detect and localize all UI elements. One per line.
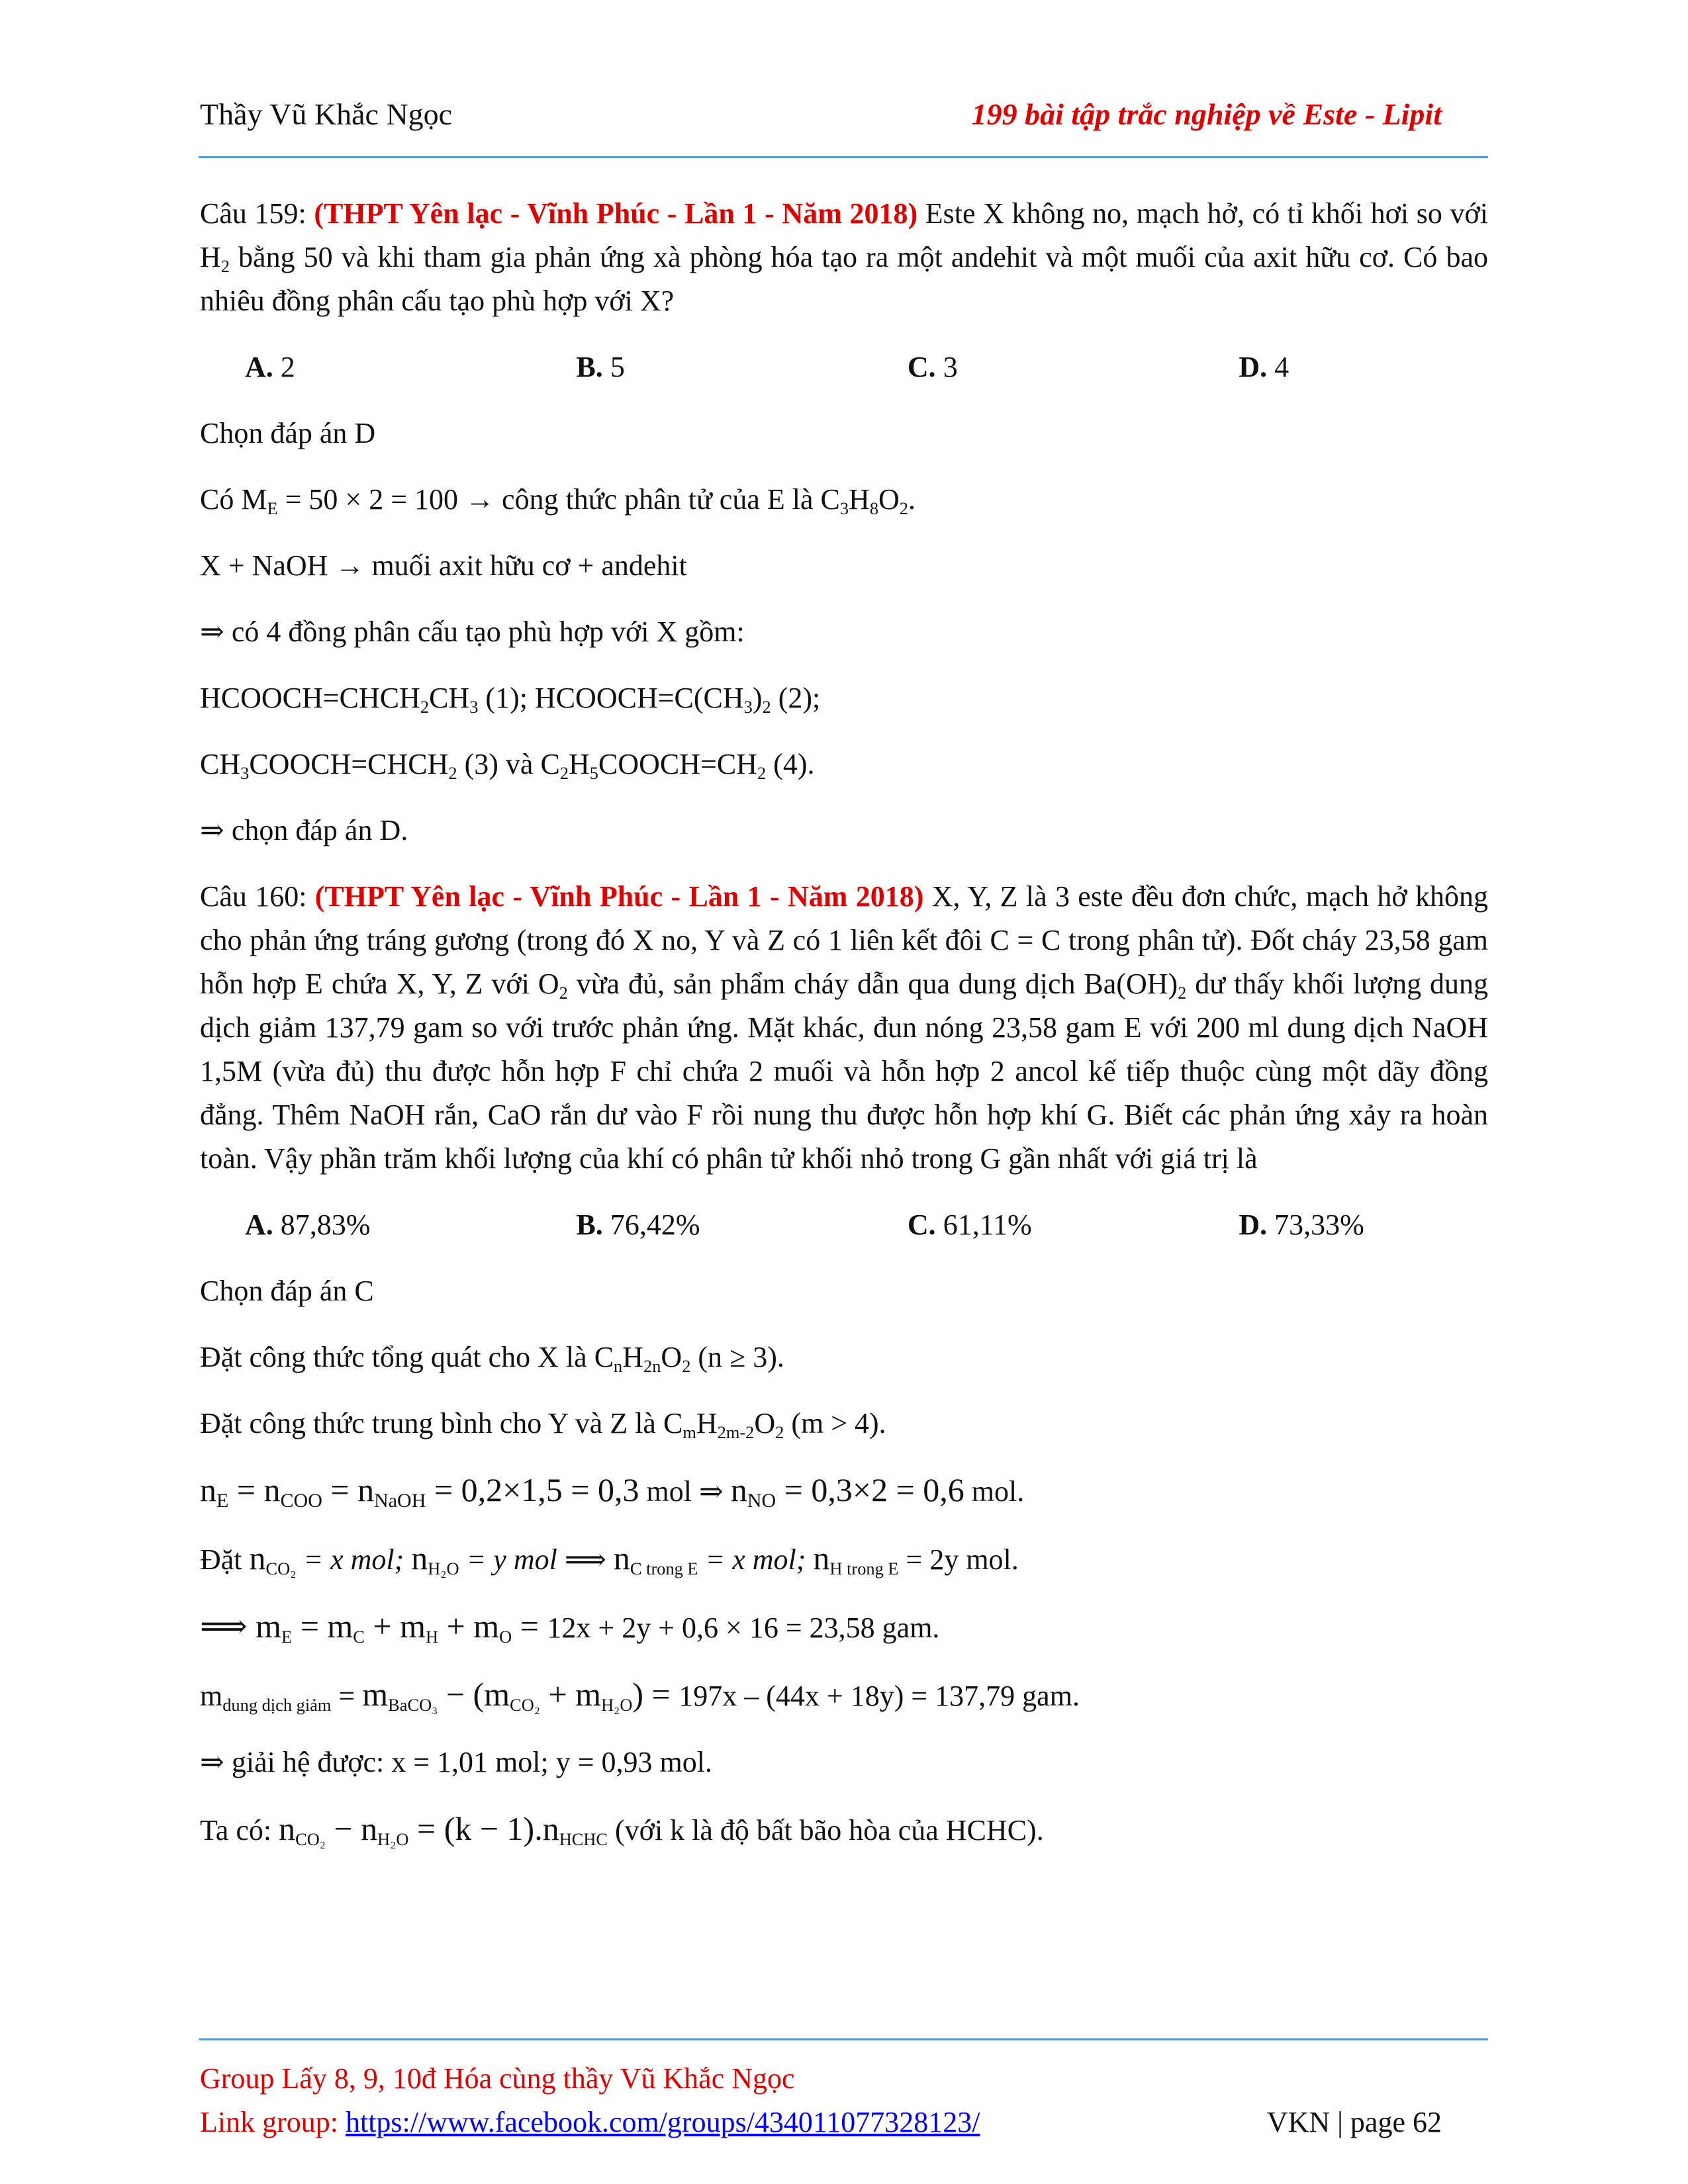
option-d: D. 4 (1239, 351, 1289, 383)
solution-line: $HCOOCH=CHCH_2CH_3$ (1); $HCOOCH=C(CH_3)_2$ (2); (200, 682, 821, 717)
page-number: VKN | page 62 (1266, 2106, 1442, 2138)
answer-line: Chọn đáp án C (200, 1275, 374, 1307)
answer-options (200, 345, 1488, 389)
question-source: (THPT Yên lạc - Vĩnh Phúc - Lần 1 - Năm 2018) (314, 197, 918, 230)
equation-line: $n_E = n_{COO} = n_{NaOH} = 0,2\times 1,5 = 0,3$ mol ⇒ $n_{NO} = 0,3\times 2 = 0,6$ mol. (200, 1471, 1025, 1512)
header-divider (199, 156, 1488, 158)
option-d: D. 73,33% (1239, 1208, 1364, 1241)
question-label: Câu 160: (200, 880, 315, 913)
solution-line: Đặt công thức tổng quát cho X là $C_nH_{2n}O_2$ (n ≥ 3). (200, 1341, 784, 1376)
subscript: 2 (220, 255, 230, 276)
footer-link-label: Link group: (200, 2106, 346, 2138)
question-label: Câu 159: (200, 197, 314, 230)
equation-line: Đặt $n_{CO_2} = x$ mol; $n_{H_2O} = y$ mol ⟹ $n_{C trong E} = x$ mol; $n_{H trong E} = 2y$ mol. (200, 1539, 1019, 1578)
question-source: (THPT Yên lạc - Vĩnh Phúc - Lần 1 - Năm 2018) (314, 880, 924, 913)
option-c: C. 3 (907, 351, 958, 383)
equation-line: ⟹ $m_E = m_C + m_H + m_O = 12x + 2y + 0,6 \times 16 = 23,58$ gam. (200, 1608, 940, 1647)
solution-line: ⇒ giải hệ được: x = 1,01 mol; y = 0,93 mol. (200, 1746, 712, 1778)
option-a: A. 87,83% (245, 1208, 371, 1241)
equation-line: $m_{dung dịch giảm} = m_{BaCO_3} - (m_{CO_2} + m_{H_2O}) = 197x - (44x + 18y) = 137,79$ gam. (200, 1676, 1080, 1715)
option-b: B. 76,42% (576, 1208, 700, 1241)
header-author: Thầy Vũ Khắc Ngọc (200, 97, 453, 131)
solution-line: ⇒ chọn đáp án D. (200, 814, 408, 846)
option-b: B. 5 (576, 351, 625, 383)
answer-options (200, 1203, 1488, 1247)
footer (200, 2057, 980, 2144)
solution-line: ⇒ có 4 đồng phân cấu tạo phù hợp với X gồm: (200, 615, 745, 648)
header-title: 199 bài tập trắc nghiệp về Este - Lipit (971, 97, 1442, 131)
solution-line: Có $M_E = 50 \times 2 = 100$ → công thức phân tử của E là $C_3H_8O_2$. (200, 483, 915, 518)
question-text: bằng 50 và khi tham gia phản ứng xà phòng hóa tạo ra một andehit và một muối của axit hữu cơ. Có bao nhiêu đồng phân cấu tạo phù hợp với X? (200, 241, 1488, 317)
footer-group-link[interactable]: https://www.facebook.com/groups/434011077328123/ (345, 2106, 980, 2138)
equation-line: Ta có: $n_{CO_2} - n_{H_2O} = (k - 1).n_{HCHC}$ (với k là độ bất bão hòa của HCHC). (200, 1810, 1044, 1849)
answer-line: Chọn đáp án D (200, 417, 376, 449)
solution-line: X + NaOH → muối axit hữu cơ + andehit (200, 549, 687, 582)
question-text: Este X không no, mạch hở, có tỉ khối hơi so với H (200, 197, 1489, 273)
solution-line: Đặt công thức trung bình cho Y và Z là $C_mH_{2m-2}O_2$ (m > 4). (200, 1407, 886, 1442)
main-content (200, 192, 1488, 1875)
question-159 (200, 192, 1488, 323)
solution-line: $CH_3COOCH=CHCH_2$ (3) và $C_2H_5COOCH=CH_2$ (4). (200, 748, 815, 783)
footer-group-name: Group Lấy 8, 9, 10đ Hóa cùng thầy Vũ Khắc Ngọc (200, 2062, 795, 2095)
option-a: A. 2 (245, 351, 295, 383)
question-160: Câu 160: (THPT Yên lạc - Vĩnh Phúc - Lần 1 - Năm 2018) X, Y, Z là 3 este đều đơn chức, mạch hở không cho phản ứng tráng gương (trong đó X no, Y và Z có 1 liên kết đôi C = C trong phân tử). Đốt cháy 23,58 gam hỗn hợp E chứa X, Y, Z với $O_2$ vừa đủ, sản phẩm cháy dẫn qua dung dịch $Ba(OH)_2$ dư thấy khối lượng dung dịch giảm 137,79 gam so với trước phản ứng. Mặt khác, đun nóng 23,58 gam E với 200 ml dung dịch NaOH 1,5M (vừa đủ) thu được hỗn hợp F chỉ chứa 2 muối và hỗn hợp 2 ancol kế tiếp thuộc cùng một dãy đồng đẳng. Thêm NaOH rắn, CaO rắn dư vào F rồi nung thu được hỗn hợp khí G. Biết các phản ứng xảy ra hoàn toàn. Vậy phần trăm khối lượng của khí có phân tử khối nhỏ trong G gần nhất với giá trị là (200, 880, 1488, 1175)
option-c: C. 61,11% (907, 1208, 1032, 1241)
footer-divider (199, 2038, 1488, 2040)
